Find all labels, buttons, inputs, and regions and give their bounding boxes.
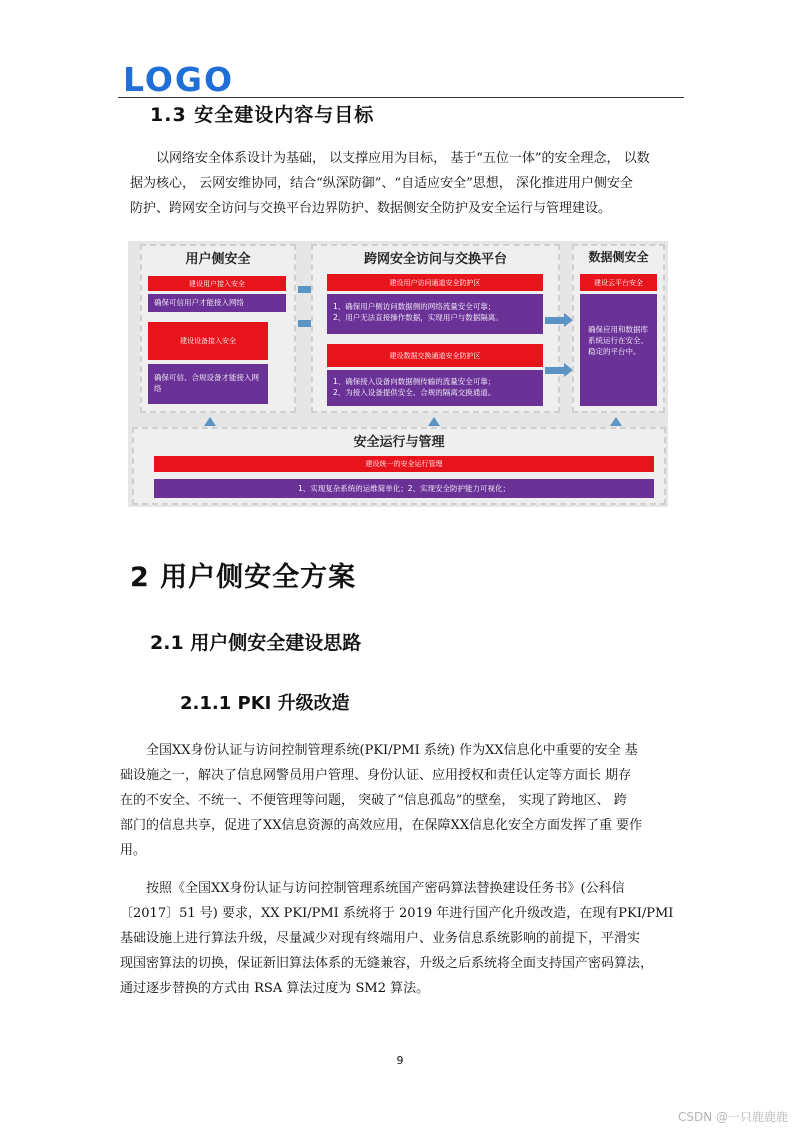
paragraph-line: 部门的信息共享，促进了XX信息资源的高效应用，在保障XX信息化安全方面发挥了重 要作 bbox=[120, 818, 643, 833]
arrow-right-icon bbox=[545, 317, 565, 324]
user-channel-box bbox=[327, 294, 543, 334]
device-access-box: 确保可信、合规设备才能接入网络 bbox=[148, 364, 268, 404]
paragraph-line: 现国密算法的切换，保证新旧算法体系的无缝兼容，升级之后系统将全面支持国产密码算法， bbox=[120, 956, 654, 971]
paragraph-line: 用。 bbox=[120, 843, 147, 858]
paragraph-line: 全国XX身份认证与访问控制管理系统(PKI/PMI 系统) 作为XX信息化中重要的安全 基 bbox=[120, 743, 638, 758]
paragraph-line: 以网络安全体系设计为基础， 以支撑应用为目标， 基于“五位一体”的安全理念， 以数 bbox=[130, 151, 650, 166]
paragraph-line: 通过逐步替换的方式由 RSA 算法过度为 SM2 算法。 bbox=[120, 981, 430, 996]
paragraph-line: 据为核心， 云网安维协同，结合“纵深防御”、“自适应安全”思想， 深化推进用户侧安全 bbox=[130, 176, 633, 191]
user-side-title: 用户侧安全 bbox=[185, 252, 251, 267]
cloud-platform-bar: 建设云平台安全 bbox=[580, 274, 657, 291]
user-channel-bar: 建设用户访问通道安全防护区 bbox=[327, 274, 543, 291]
cross-network-panel bbox=[311, 244, 560, 413]
data-side-title: 数据侧安全 bbox=[588, 250, 649, 264]
ops-panel bbox=[132, 427, 666, 505]
paragraph-line: 基础设施上进行算法升级，尽量减少对现有终端用户、业务信息系统影响的前提下，平滑实 bbox=[120, 931, 641, 946]
page-number: 9 bbox=[396, 1054, 404, 1067]
paragraph-line: 础设施之一，解决了信息网警员用户管理、身份认证、应用授权和责任认定等方面长 期存 bbox=[120, 768, 632, 783]
user-channel-line: 2、用户无法直接操作数据，实现用户与数据隔离。 bbox=[333, 313, 503, 322]
data-exchange-box bbox=[327, 370, 543, 406]
ops-box: 1、实现复杂系统的运维简单化；2、实现安全防护能力可视化； bbox=[154, 479, 654, 498]
data-exchange-line: 2、为接入设备提供安全、合规的隔离交换通道。 bbox=[333, 388, 496, 397]
data-exchange-bar: 建设数据交换通道安全防护区 bbox=[327, 344, 543, 367]
paragraph-line: 按照《全国XX身份认证与访问控制管理系统国产密码算法替换建设任务书》(公科信 bbox=[120, 881, 625, 896]
paragraph-pki-1 bbox=[120, 738, 695, 863]
section-heading-2-1: 2.1 用户侧安全建设思路 bbox=[150, 632, 362, 654]
watermark: CSDN @一只鹿鹿鹿 bbox=[677, 1110, 788, 1124]
security-architecture-diagram bbox=[128, 241, 668, 507]
device-access-bar: 建设设备接入安全 bbox=[148, 322, 268, 360]
user-access-box: 确保可信用户才能接入网络 bbox=[148, 294, 286, 312]
arrow-up-icon bbox=[204, 417, 216, 426]
cloud-platform-box: 确保应用和数据库系统运行在安全、稳定的平台中。 bbox=[580, 294, 657, 406]
paragraph-line: 〔2017〕51 号) 要求，XX PKI/PMI 系统将于 2019 年进行国产化升级改造，在现有PKI/PMI bbox=[120, 906, 674, 921]
user-side-panel bbox=[140, 244, 296, 413]
section-heading-2-1-1: 2.1.1 PKI 升级改造 bbox=[180, 693, 350, 714]
section-heading-1-3: 1.3 安全建设内容与目标 bbox=[150, 104, 375, 126]
paragraph-line: 防护、跨网安全访问与交换平台边界防护、数据侧安全防护及安全运行与管理建设。 bbox=[130, 201, 612, 216]
arrow-up-icon bbox=[428, 417, 440, 426]
header-divider bbox=[118, 97, 684, 98]
arrow-right-icon bbox=[545, 367, 565, 374]
ops-bar: 建设统一的安全运行管理 bbox=[154, 456, 654, 472]
ops-title: 安全运行与管理 bbox=[353, 435, 445, 450]
user-channel-line: 1、确保用户侧访问数据侧的网络流量安全可靠； bbox=[333, 302, 496, 311]
paragraph-1-3 bbox=[130, 146, 688, 221]
section-heading-2: 2 用户侧安全方案 bbox=[130, 562, 357, 593]
paragraph-line: 在的不安全、不统一、不便管理等问题， 突破了“信息孤岛”的壁垒， 实现了跨地区、 跨 bbox=[120, 793, 627, 808]
data-exchange-line: 1、确保接入设备向数据侧传输的流量安全可靠； bbox=[333, 377, 496, 386]
logo: LOGO bbox=[123, 60, 235, 99]
user-access-bar: 建设用户接入安全 bbox=[148, 276, 286, 291]
data-side-panel bbox=[572, 244, 665, 413]
paragraph-pki-2 bbox=[120, 876, 695, 1001]
cross-network-title: 跨网安全访问与交换平台 bbox=[363, 252, 507, 267]
arrow-up-icon bbox=[610, 417, 622, 426]
